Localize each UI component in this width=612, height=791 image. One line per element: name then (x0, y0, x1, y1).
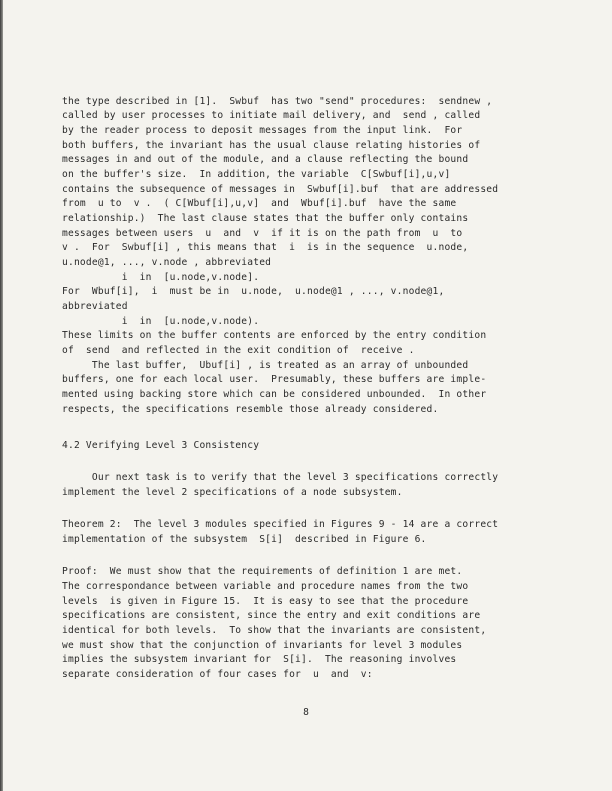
theorem-line: Theorem 2: The level 3 modules specified in Figures 9 - 14 are a correct (62, 519, 499, 530)
text-line: both buffers, the invariant has the usual clause relating histories of (62, 140, 481, 151)
text-line: of send and reflected in the exit condition of receive . (62, 345, 415, 356)
proof-line: separate consideration of four cases for u and v: (62, 669, 373, 680)
text-line: called by user processes to initiate mail delivery, and send , called (62, 110, 481, 121)
proof-line: The correspondance between variable and procedure names from the two (62, 581, 469, 592)
proof-line: specifications are consistent, since the entry and exit conditions are (62, 610, 481, 621)
proof-line: implies the subsystem invariant for S[i]. The reasoning involves (62, 654, 457, 665)
text-line: implement the level 2 specifications of a node subsystem. (62, 487, 403, 498)
text-line: u.node@1, ..., v.node , abbreviated (62, 257, 272, 268)
page-number: 8 (303, 707, 309, 718)
proof-line: Proof: We must show that the requirements of definition 1 are met. (62, 566, 463, 577)
text-line: The last buffer, Ubuf[i] , is treated as an array of unbounded (62, 360, 469, 371)
text-line: from u to v . ( C[Wbuf[i],u,v] and Wbuf[i].buf have the same (62, 198, 457, 209)
formula-line: i in [u.node,v.node]. (62, 272, 260, 283)
text-line: abbreviated (62, 301, 128, 312)
theorem-line: implementation of the subsystem S[i] described in Figure 6. (62, 534, 427, 545)
proof-line: we must show that the conjunction of invariants for level 3 modules (62, 640, 463, 651)
text-line: Our next task is to verify that the level 3 specifications correctly (62, 472, 499, 483)
text-line: by the reader process to deposit messages from the input link. For (62, 125, 463, 136)
section-heading: 4.2 Verifying Level 3 Consistency (62, 440, 260, 451)
proof-line: identical for both levels. To show that the invariants are consistent, (62, 625, 487, 636)
text-line: contains the subsequence of messages in Swbuf[i].buf that are addressed (62, 184, 499, 195)
text-line: on the buffer's size. In addition, the variable C[Swbuf[i],u,v] (62, 169, 451, 180)
text-line: For Wbuf[i], i must be in u.node, u.node@1 , ..., v.node@1, (62, 286, 445, 297)
text-line: v . For Swbuf[i] , this means that i is in the sequence u.node, (62, 242, 469, 253)
text-line: the type described in [1]. Swbuf has two "send" procedures: sendnew , (62, 96, 493, 107)
text-line: relationship.) The last clause states that the buffer only contains (62, 213, 469, 224)
text-line: messages in and out of the module, and a clause reflecting the bound (62, 154, 469, 165)
text-line: buffers, one for each local user. Presumably, these buffers are imple- (62, 374, 487, 385)
proof-line: levels is given in Figure 15. It is easy to see that the procedure (62, 596, 469, 607)
text-line: These limits on the buffer contents are enforced by the entry condition (62, 330, 487, 341)
formula-line: i in [u.node,v.node). (62, 316, 260, 327)
text-line: mented using backing store which can be considered unbounded. In other (62, 389, 487, 400)
text-line: respects, the specifications resemble those already considered. (62, 404, 439, 415)
text-line: messages between users u and v if it is on the path from u to (62, 228, 463, 239)
